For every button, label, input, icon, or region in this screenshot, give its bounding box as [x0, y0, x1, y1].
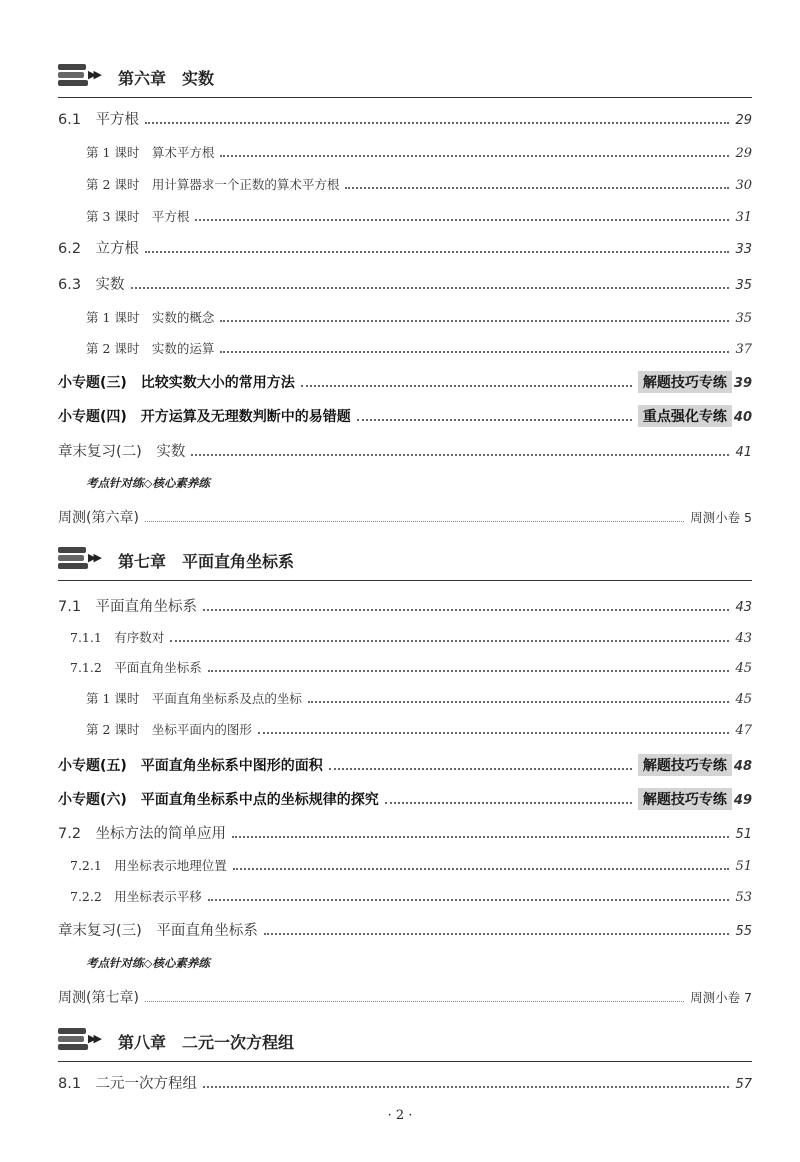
toc-entry[interactable] [58, 273, 752, 294]
toc-page-number: 35 [735, 311, 752, 326]
chapter-header [58, 1026, 752, 1062]
leader-dots [145, 251, 729, 253]
toc-page-number: 40 [733, 410, 752, 425]
double-arrow-icon: ▶▶ [88, 68, 99, 81]
leader-dots [357, 419, 632, 421]
toc-page-number: 29 [735, 113, 752, 128]
toc-entry-topic[interactable] [58, 754, 752, 776]
toc-entry-label: 7.1.2 平面直角坐标系 [70, 660, 202, 675]
leader-dots [203, 1086, 729, 1088]
toc-page-number: 周测小卷 5 [690, 510, 752, 525]
leader-dots [233, 868, 730, 870]
toc-entry-label: 周测(第六章) [58, 510, 139, 526]
leader-dots [145, 1001, 684, 1002]
toc-page-number: 45 [735, 692, 752, 707]
leader-dots [308, 701, 730, 703]
leader-dots [208, 899, 730, 901]
leader-dots [258, 732, 730, 734]
toc-page-number: 43 [735, 631, 752, 646]
leader-dots [264, 933, 730, 935]
toc-page-number: 41 [735, 445, 752, 460]
toc-page-number: 周测小卷 7 [690, 990, 752, 1005]
practice-note: 考点针对练◇核心素养练 [86, 956, 210, 970]
toc-entry[interactable] [70, 856, 752, 874]
practice-type-badge: 解题技巧专练 [638, 788, 732, 810]
leader-dots [345, 187, 729, 189]
toc-entry-label: 7.2.2 用坐标表示平移 [70, 889, 202, 904]
chapter-title: 第六章 实数 [118, 69, 215, 88]
toc-page-number: 57 [735, 1077, 752, 1092]
leader-dots [131, 287, 730, 289]
toc-page-number: 51 [735, 827, 752, 842]
chapter-title: 第七章 平面直角坐标系 [118, 552, 295, 571]
toc-entry-topic[interactable] [58, 405, 752, 427]
toc-entry-label: 6.2 立方根 [58, 241, 140, 257]
leader-dots [220, 155, 729, 157]
toc-entry-label: 第 1 课时 算术平方根 [86, 145, 215, 160]
toc-page-number: 53 [735, 890, 752, 905]
toc-entry-label: 7.1 平面直角坐标系 [58, 599, 198, 615]
toc-entry[interactable] [86, 207, 752, 225]
toc-entry[interactable] [58, 237, 752, 258]
chapter-header [58, 545, 752, 581]
leader-dots [220, 320, 729, 322]
toc-page-number: 37 [735, 342, 752, 357]
toc-page-number: 39 [733, 376, 752, 391]
leader-dots [195, 219, 729, 221]
toc-entry[interactable] [86, 720, 752, 738]
toc-entry-label: 8.1 二元一次方程组 [58, 1076, 198, 1092]
toc-entry-label: 小专题(三) 比较实数大小的常用方法 [58, 375, 295, 391]
toc-page-number: 55 [735, 924, 752, 939]
toc-entry[interactable] [58, 919, 752, 940]
toc-entry-label: 第 3 课时 平方根 [86, 209, 190, 224]
toc-entry-label: 小专题(四) 开方运算及无理数判断中的易错题 [58, 409, 351, 425]
toc-entry[interactable] [58, 440, 752, 461]
toc-page-number: 43 [735, 600, 752, 615]
toc-entry-label: 小专题(五) 平面直角坐标系中图形的面积 [58, 758, 323, 774]
toc-entry-label: 周测(第七章) [58, 990, 139, 1006]
leader-dots [232, 836, 729, 838]
practice-note: 考点针对练◇核心素养练 [86, 476, 210, 490]
toc-page-number: 48 [733, 759, 752, 774]
toc-page-number: 35 [735, 278, 752, 293]
chapter-divider [58, 97, 752, 98]
leader-dots [191, 454, 729, 456]
toc-entry[interactable] [58, 822, 752, 843]
toc-entry-label: 7.1.1 有序数对 [70, 630, 165, 645]
leader-dots [208, 670, 730, 672]
practice-type-badge: 重点强化专练 [638, 405, 732, 427]
toc-page-number: 29 [735, 146, 752, 161]
toc-entry[interactable] [70, 887, 752, 905]
toc-entry[interactable] [58, 108, 752, 129]
toc-entry[interactable] [86, 339, 752, 357]
toc-entry-label: 6.3 实数 [58, 277, 125, 293]
toc-page-number: 51 [735, 859, 752, 874]
toc-entry-label: 6.1 平方根 [58, 112, 140, 128]
toc-entry-label: 第 2 课时 实数的运算 [86, 341, 215, 356]
toc-entry-label: 小专题(六) 平面直角坐标系中点的坐标规律的探究 [58, 792, 379, 808]
leader-dots [203, 609, 729, 611]
stacked-books-icon [58, 1028, 88, 1058]
toc-entry-label: 章末复习(二) 实数 [58, 444, 186, 460]
toc-entry[interactable] [58, 595, 752, 616]
leader-dots [145, 122, 729, 124]
toc-entry-label: 第 1 课时 实数的概念 [86, 310, 215, 325]
leader-dots [220, 351, 729, 353]
chapter-header [58, 62, 752, 98]
toc-entry[interactable] [86, 689, 752, 707]
double-arrow-icon: ▶▶ [88, 551, 99, 564]
practice-type-badge: 解题技巧专练 [638, 754, 732, 776]
toc-entry[interactable] [86, 143, 752, 161]
toc-page-number: 31 [735, 210, 752, 225]
stacked-books-icon [58, 64, 88, 94]
toc-entry-label: 7.2.1 用坐标表示地理位置 [70, 858, 227, 873]
chapter-divider [58, 1061, 752, 1062]
toc-page-number: 49 [733, 793, 752, 808]
toc-entry-label: 第 1 课时 平面直角坐标系及点的坐标 [86, 691, 302, 706]
toc-entry-topic[interactable] [58, 788, 752, 810]
toc-entry[interactable] [70, 628, 752, 646]
toc-entry[interactable] [70, 658, 752, 676]
practice-type-badge: 解题技巧专练 [638, 371, 732, 393]
leader-dots [329, 768, 632, 770]
toc-entry-label: 第 2 课时 坐标平面内的图形 [86, 722, 252, 737]
toc-entry-topic[interactable] [58, 371, 752, 393]
toc-entry[interactable] [58, 1072, 752, 1093]
toc-page-number: 45 [735, 661, 752, 676]
toc-page-number: 30 [735, 178, 752, 193]
toc-page-number: 47 [735, 723, 752, 738]
toc-entry-label: 章末复习(三) 平面直角坐标系 [58, 923, 258, 939]
toc-entry-label: 第 2 课时 用计算器求一个正数的算术平方根 [86, 177, 340, 192]
toc-entry-weekly[interactable] [58, 507, 752, 527]
leader-dots [145, 521, 684, 522]
leader-dots [301, 385, 632, 387]
toc-entry[interactable] [86, 308, 752, 326]
toc-page-number: 33 [735, 242, 752, 257]
stacked-books-icon [58, 547, 88, 577]
leader-dots [385, 802, 632, 804]
toc-entry-label: 7.2 坐标方法的简单应用 [58, 826, 227, 842]
toc-entry[interactable] [86, 175, 752, 193]
chapter-title: 第八章 二元一次方程组 [118, 1033, 295, 1052]
double-arrow-icon: ▶▶ [88, 1032, 99, 1045]
page-footer-number: · 2 · [387, 1108, 413, 1123]
leader-dots [170, 640, 729, 642]
toc-entry-weekly[interactable] [58, 987, 752, 1007]
chapter-divider [58, 580, 752, 581]
